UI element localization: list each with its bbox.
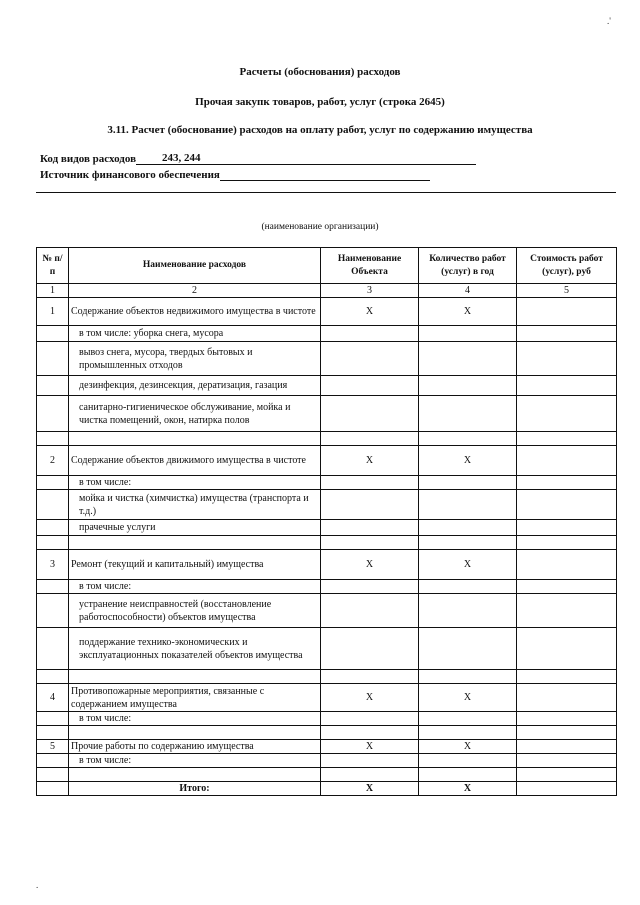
table-row xyxy=(37,326,617,342)
quantity-cell xyxy=(419,376,517,396)
cost-cell xyxy=(517,740,617,754)
object-cell xyxy=(321,342,419,376)
object-cell xyxy=(321,726,419,740)
object-cell: X xyxy=(321,684,419,712)
table-row xyxy=(37,670,617,684)
table-row xyxy=(37,536,617,550)
table-row xyxy=(37,594,617,628)
cost-cell xyxy=(517,594,617,628)
quantity-cell xyxy=(419,536,517,550)
object-cell xyxy=(321,594,419,628)
quantity-cell: X xyxy=(419,740,517,754)
object-cell xyxy=(321,520,419,536)
table-row xyxy=(37,376,617,396)
expense-name-cell: Ремонт (текущий и капитальный) имущества xyxy=(69,550,321,580)
organization-caption: (наименование организации) xyxy=(261,222,379,232)
object-cell: X xyxy=(321,740,419,754)
table-row xyxy=(37,768,617,782)
expense-name-cell: в том числе: xyxy=(69,712,321,726)
row-number-cell xyxy=(37,376,69,396)
cost-cell xyxy=(517,342,617,376)
column-number: 4 xyxy=(419,284,517,298)
object-cell xyxy=(321,326,419,342)
table-row xyxy=(37,342,617,376)
object-cell xyxy=(321,432,419,446)
row-number-cell xyxy=(37,712,69,726)
object-cell xyxy=(321,376,419,396)
table-row xyxy=(37,396,617,432)
expense-name-cell xyxy=(69,726,321,740)
quantity-cell xyxy=(419,432,517,446)
expense-name-cell: в том числе: xyxy=(69,754,321,768)
cost-cell xyxy=(517,298,617,326)
funding-source-line xyxy=(40,168,430,181)
row-number-cell xyxy=(37,490,69,520)
row-number-cell: 2 xyxy=(37,446,69,476)
table-row xyxy=(37,580,617,594)
header-cell-quantity: Количество работ (услуг) в год xyxy=(419,248,517,284)
expense-name-cell xyxy=(69,768,321,782)
table-row xyxy=(37,476,617,490)
cost-cell xyxy=(517,580,617,594)
table-row xyxy=(37,754,617,768)
row-number-cell xyxy=(37,396,69,432)
header-cell-number: № п/п xyxy=(37,248,69,284)
quantity-cell xyxy=(419,520,517,536)
expense-name-cell: Противопожарные мероприятия, связанные с содержанием имущества xyxy=(69,684,321,712)
cost-cell xyxy=(517,670,617,684)
expense-name-cell: в том числе: xyxy=(69,476,321,490)
cost-cell xyxy=(517,536,617,550)
cost-cell xyxy=(517,768,617,782)
total-object-cell: X xyxy=(321,782,419,796)
total-row xyxy=(37,782,617,796)
quantity-cell xyxy=(419,754,517,768)
funding-source-underline xyxy=(220,168,430,181)
cost-cell xyxy=(517,490,617,520)
row-number-cell xyxy=(37,326,69,342)
row-number-cell xyxy=(37,520,69,536)
cost-cell xyxy=(517,550,617,580)
table-row xyxy=(37,490,617,520)
cost-cell xyxy=(517,376,617,396)
expense-name-cell: устранение неисправностей (восстановление работоспособности) объектов имущества xyxy=(69,594,321,628)
row-number-cell xyxy=(37,476,69,490)
quantity-cell: X xyxy=(419,446,517,476)
object-cell xyxy=(321,670,419,684)
header-cell-object: Наименование Объекта xyxy=(321,248,419,284)
expense-name-cell: дезинфекция, дезинсекция, дератизация, газация xyxy=(69,376,321,396)
cost-cell xyxy=(517,396,617,432)
column-number: 3 xyxy=(321,284,419,298)
quantity-cell xyxy=(419,396,517,432)
table-row xyxy=(37,432,617,446)
expense-name-cell: санитарно-гигиеническое обслуживание, мойка и чистка помещений, окон, натирка полов xyxy=(69,396,321,432)
row-number-cell xyxy=(37,432,69,446)
table-row xyxy=(37,298,617,326)
cost-cell xyxy=(517,726,617,740)
quantity-cell xyxy=(419,476,517,490)
margin-mark: . xyxy=(36,880,39,890)
expense-code-line xyxy=(40,152,476,165)
cost-cell xyxy=(517,754,617,768)
row-number-cell xyxy=(37,726,69,740)
expense-name-cell: поддержание технико-экономических и эксплуатационных показателей объектов имущества xyxy=(69,628,321,670)
expense-name-cell: Содержание объектов недвижимого имущества в чистоте xyxy=(69,298,321,326)
row-number-cell xyxy=(37,594,69,628)
cost-cell xyxy=(517,684,617,712)
row-number-cell xyxy=(37,536,69,550)
cost-cell xyxy=(517,432,617,446)
cost-cell xyxy=(517,628,617,670)
section-heading: 3.11. Расчет (обоснование) расходов на оплату работ, услуг по содержанию имущества xyxy=(107,124,533,136)
quantity-cell xyxy=(419,670,517,684)
object-cell xyxy=(321,712,419,726)
expense-code-label: Код видов расходов xyxy=(40,153,137,165)
expense-name-cell: в том числе: уборка снега, мусора xyxy=(69,326,321,342)
funding-source-label: Источник финансового обеспечения xyxy=(40,169,220,181)
column-number: 2 xyxy=(69,284,321,298)
header-cell-name: Наименование расходов xyxy=(69,248,321,284)
table-row xyxy=(37,520,617,536)
expense-name-cell: вывоз снега, мусора, твердых бытовых и промышленных отходов xyxy=(69,342,321,376)
object-cell xyxy=(321,754,419,768)
row-number-cell: 3 xyxy=(37,550,69,580)
object-cell: X xyxy=(321,298,419,326)
object-cell xyxy=(321,580,419,594)
quantity-cell: X xyxy=(419,298,517,326)
table-row xyxy=(37,550,617,580)
row-number-cell xyxy=(37,580,69,594)
object-cell xyxy=(321,628,419,670)
expense-name-cell xyxy=(69,432,321,446)
expense-name-cell: в том числе: xyxy=(69,580,321,594)
row-number-cell xyxy=(37,628,69,670)
cost-cell xyxy=(517,446,617,476)
object-cell: X xyxy=(321,550,419,580)
expense-name-cell xyxy=(69,536,321,550)
total-label: Итого: xyxy=(69,782,321,796)
quantity-cell xyxy=(419,768,517,782)
expense-code-underline xyxy=(136,152,476,165)
object-cell xyxy=(321,490,419,520)
row-number-cell xyxy=(37,342,69,376)
quantity-cell xyxy=(419,628,517,670)
expense-name-cell: прачечные услуги xyxy=(69,520,321,536)
object-cell xyxy=(321,476,419,490)
quantity-cell xyxy=(419,712,517,726)
quantity-cell: X xyxy=(419,684,517,712)
quantity-cell xyxy=(419,342,517,376)
table-row xyxy=(37,726,617,740)
total-cost-cell xyxy=(517,782,617,796)
quantity-cell: X xyxy=(419,550,517,580)
expense-table xyxy=(36,247,617,796)
table-row xyxy=(37,628,617,670)
table-row xyxy=(37,712,617,726)
table-row xyxy=(37,740,617,754)
organization-line xyxy=(36,192,616,193)
expense-name-cell: мойка и чистка (химчистка) имущества (транспорта и т.д.) xyxy=(69,490,321,520)
row-number-cell: 1 xyxy=(37,298,69,326)
document-title: Расчеты (обоснования) расходов xyxy=(239,66,401,78)
column-number: 1 xyxy=(37,284,69,298)
cost-cell xyxy=(517,476,617,490)
quantity-cell xyxy=(419,580,517,594)
object-cell: X xyxy=(321,446,419,476)
margin-mark: .' xyxy=(607,16,611,26)
table-header-row xyxy=(37,248,617,284)
table-row xyxy=(37,446,617,476)
table-row xyxy=(37,684,617,712)
expense-name-cell xyxy=(69,670,321,684)
column-number: 5 xyxy=(517,284,617,298)
cost-cell xyxy=(517,712,617,726)
quantity-cell xyxy=(419,726,517,740)
document-subtitle: Прочая закупк товаров, работ, услуг (строка 2645) xyxy=(195,96,445,108)
cost-cell xyxy=(517,520,617,536)
header-cell-cost: Стоимость работ (услуг), руб xyxy=(517,248,617,284)
quantity-cell xyxy=(419,326,517,342)
total-quantity-cell: X xyxy=(419,782,517,796)
row-number-cell xyxy=(37,670,69,684)
quantity-cell xyxy=(419,490,517,520)
row-number-cell xyxy=(37,754,69,768)
object-cell xyxy=(321,396,419,432)
quantity-cell xyxy=(419,594,517,628)
object-cell xyxy=(321,768,419,782)
row-number-cell: 5 xyxy=(37,740,69,754)
expense-code-value: 243, 244 xyxy=(162,152,201,164)
expense-name-cell: Содержание объектов движимого имущества в чистоте xyxy=(69,446,321,476)
object-cell xyxy=(321,536,419,550)
total-number-cell xyxy=(37,782,69,796)
cost-cell xyxy=(517,326,617,342)
expense-name-cell: Прочие работы по содержанию имущества xyxy=(69,740,321,754)
row-number-cell xyxy=(37,768,69,782)
row-number-cell: 4 xyxy=(37,684,69,712)
column-number-row xyxy=(37,284,617,298)
